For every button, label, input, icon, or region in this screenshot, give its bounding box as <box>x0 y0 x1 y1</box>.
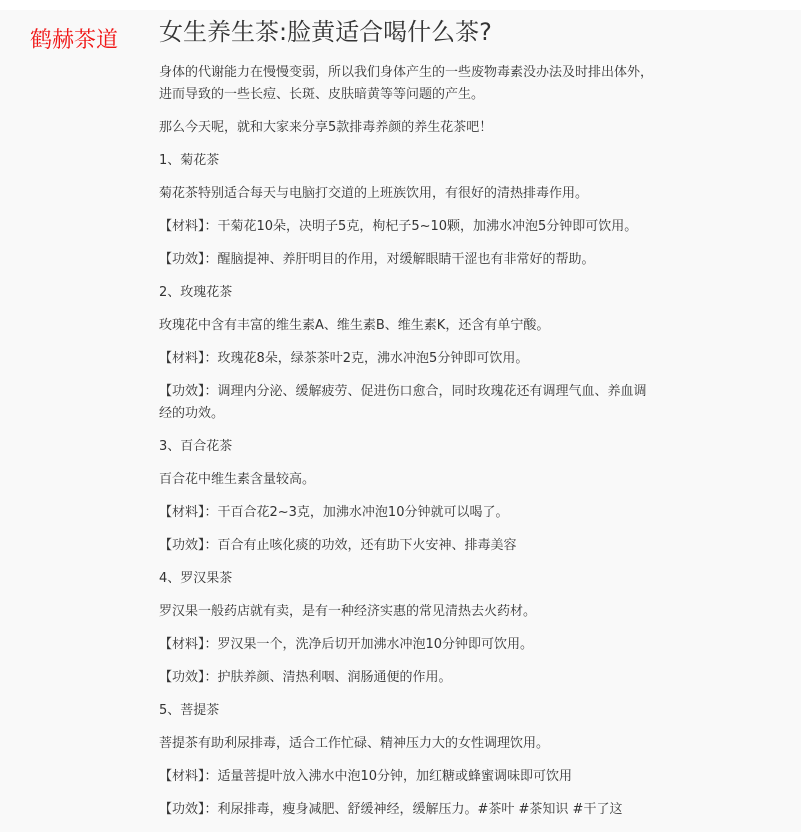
ingredients-text: 【材料】：罗汉果一个，洗净后切开加沸水冲泡10分钟即可饮用。 <box>159 637 534 652</box>
ingredients-text: 【材料】：干百合花2~3克，加沸水冲泡10分钟就可以喝了。 <box>159 505 509 520</box>
section-description: 玫瑰花中含有丰富的维生素A、维生素B、维生素K，还含有单宁酸。 <box>159 318 550 333</box>
article-title: 女生养生茶:脸黄适合喝什么茶? <box>159 18 492 46</box>
section-heading: 5、菩提茶 <box>159 703 220 718</box>
site-logo[interactable]: 鹤赫茶道 <box>30 28 119 53</box>
ingredients-text: 【材料】：适量菩提叶放入沸水中泡10分钟，加红糖或蜂蜜调味即可饮用 <box>159 769 573 784</box>
effects-text: 【功效】：护肤养颜、清热利咽、润肠通便的作用。 <box>159 670 452 685</box>
section-description: 菊花茶特别适合每天与电脑打交道的上班族饮用，有很好的清热排毒作用。 <box>159 186 589 201</box>
page-background <box>0 10 801 832</box>
section-heading: 3、百合花茶 <box>159 439 233 454</box>
effects-text: 【功效】：利尿排毒，瘦身减肥、舒缓神经，缓解压力。#茶叶 #茶知识 #干了这 <box>159 802 623 817</box>
section-description: 百合花中维生素含量较高。 <box>159 472 316 487</box>
section-heading: 4、罗汉果茶 <box>159 571 233 586</box>
article <box>159 16 659 832</box>
section-heading: 1、菊花茶 <box>159 153 220 168</box>
section-heading: 2、玫瑰花茶 <box>159 285 233 300</box>
ingredients-text: 【材料】：干菊花10朵，决明子5克，枸杞子5~10颗，加沸水冲泡5分钟即可饮用。 <box>159 219 638 234</box>
effects-text: 【功效】：调理内分泌、缓解疲劳、促进伤口愈合，同时玫瑰花还有调理气血、养血调经的功效。 <box>159 384 647 421</box>
effects-text: 【功效】：百合有止咳化痰的功效，还有助下火安神、排毒美容 <box>159 538 517 553</box>
effects-text: 【功效】：醒脑提神、养肝明目的作用，对缓解眼睛干涩也有非常好的帮助。 <box>159 252 595 267</box>
intro-paragraph: 身体的代谢能力在慢慢变弱，所以我们身体产生的一些废物毒素没办法及时排出体外，进而导致的一些长痘、长斑、皮肤暗黄等等问题的产生。 <box>159 65 654 102</box>
section-description: 罗汉果一般药店就有卖，是有一种经济实惠的常见清热去火药材。 <box>159 604 537 619</box>
section-description: 菩提茶有助利尿排毒，适合工作忙碌、精神压力大的女性调理饮用。 <box>159 736 550 751</box>
ingredients-text: 【材料】：玫瑰花8朵，绿茶茶叶2克，沸水冲泡5分钟即可饮用。 <box>159 351 529 366</box>
intro-paragraph: 那么今天呢，就和大家来分享5款排毒养颜的养生花茶吧！ <box>159 120 493 135</box>
